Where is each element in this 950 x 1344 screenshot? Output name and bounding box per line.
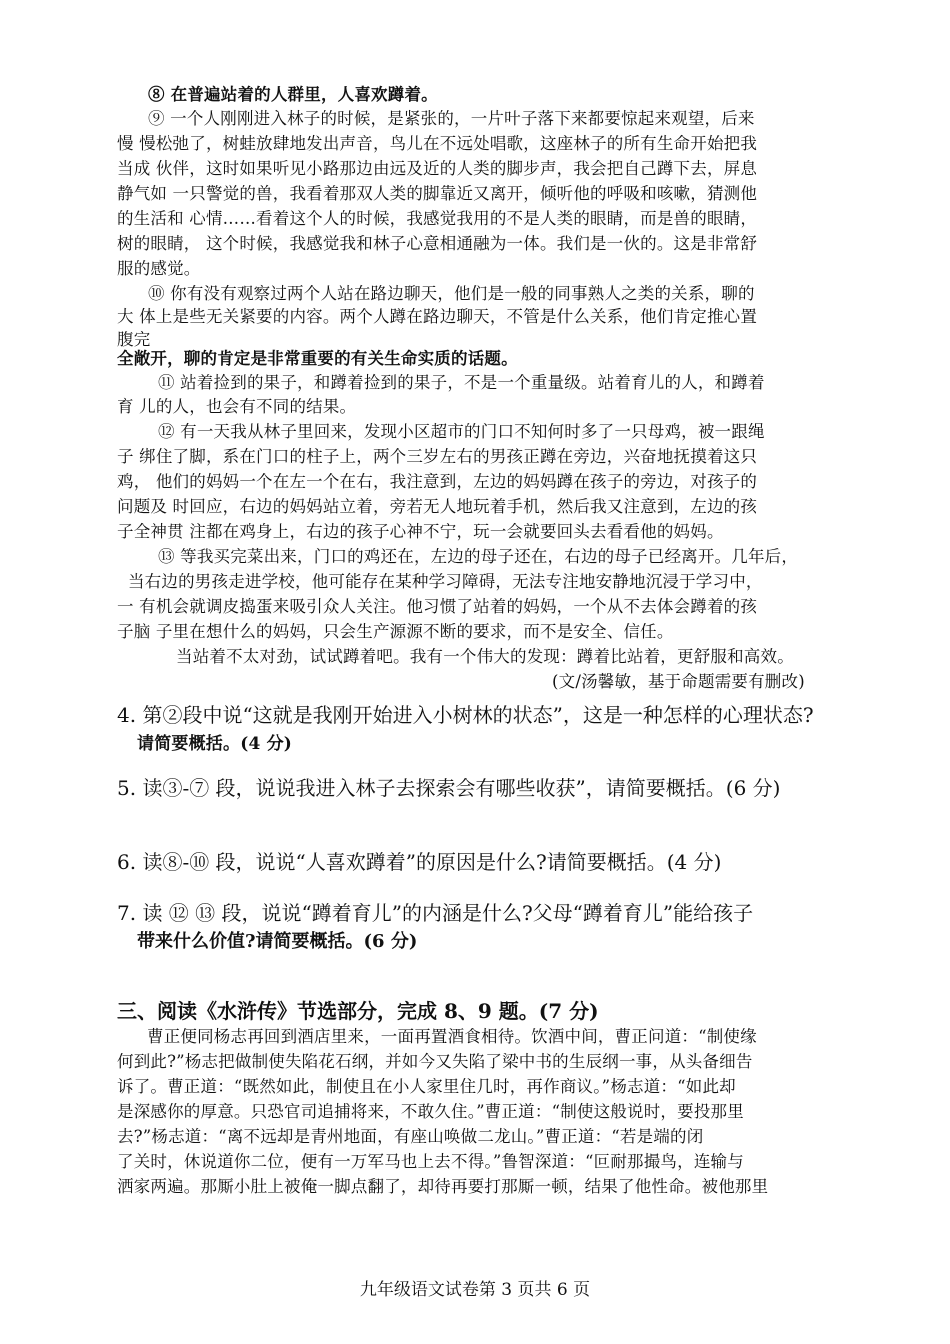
- page-footer: 九年级语文试卷第 3 页共 6 页: [359, 1280, 591, 1300]
- paragraph-9-line: ⑨ 一个人刚刚进入林子的时候，是紧张的，一片叶子落下来都要惊起来观望，后来: [148, 109, 755, 128]
- question-5: 5. 读③-⑦ 段，说说我进入林子去探索会有哪些收获”，请简要概括。(6 分): [117, 776, 781, 800]
- paragraph-12-line: 子全神贯 注都在鸡身上，右边的孩子心神不宁，玩一会就要回头去看看他的妈妈。: [117, 522, 724, 541]
- closing-paragraph: 当站着不太对劲，试试蹲着吧。我有一个伟大的发现：蹲着比站着，更舒服和高效。: [176, 647, 794, 666]
- paragraph-10-line: 全敞开，聊的肯定是非常重要的有关生命实质的话题。: [117, 349, 518, 368]
- paragraph-12-line: ⑫ 有一天我从林子里回来，发现小区超市的门口不知何时多了一只母鸡，被一跟绳: [158, 422, 765, 441]
- question-7: 7. 读 ⑫ ⑬ 段，说说“蹲着育儿”的内涵是什么?父母“蹲着育儿”能给孩子: [117, 901, 754, 925]
- section-3-line: 诉了。曹正道：“既然如此，制使且在小人家里住几时，再作商议。”杨志道：“如此却: [117, 1077, 736, 1096]
- paragraph-12-line: 鸡， 他们的妈妈一个在左一个在右，我注意到，左边的妈妈蹲在孩子的旁边，对孩子的: [117, 472, 758, 491]
- question-4-cont: 请简要概括。(4 分): [137, 734, 293, 754]
- paragraph-13-line: ⑬ 等我买完菜出来，门口的鸡还在，左边的母子还在，右边的母子已经离开。几年后，: [158, 547, 799, 566]
- paragraph-8: ⑧ 在普遍站着的人群里，人喜欢蹲着。: [148, 85, 438, 104]
- paragraph-11-line: 育 儿的人，也会有不同的结果。: [117, 397, 357, 416]
- paragraph-9-line: 静气如 一只警觉的兽，我看着那双人类的脚靠近又离开，倾听他的呼吸和咳嗽，猜测他: [117, 184, 758, 203]
- paragraph-10-line: 大 体上是些无关紧要的内容。两个人蹲在路边聊天，不管是什么关系，他们肯定推心置: [117, 307, 758, 326]
- section-3-line: 何到此?”杨志把做制使失陷花石纲，并如今又失陷了梁中书的生辰纲一事，从头备细告: [117, 1052, 753, 1071]
- source-note: (文/汤馨敏，基于命题需要有删改): [552, 672, 805, 691]
- section-3-line: 是深感你的厚意。只恐官司追捕将来，不敢久住。”曹正道：“制使这般说时，要投那里: [117, 1102, 744, 1121]
- paragraph-9-line: 慢 慢松弛了，树蛙放肆地发出声音，鸟儿在不远处唱歌，这座林子的所有生命开始把我: [117, 134, 758, 153]
- paragraph-13-line: 子脑 子里在想什么的妈妈，只会生产源源不断的要求，而不是安全、信任。: [117, 622, 674, 641]
- paragraph-10-line: 腹完: [117, 330, 151, 349]
- question-7-cont: 带来什么价值?请简要概括。(6 分): [137, 931, 418, 952]
- paragraph-9-line: 树的眼睛， 这个时候，我感觉我和林子心意相通融为一体。我们是一伙的。这是非常舒: [117, 234, 758, 253]
- paragraph-12-line: 问题及 时回应，右边的妈妈站立着，旁若无人地玩着手机，然后我又注意到，左边的孩: [117, 497, 758, 516]
- section-3-line: 洒家两遍。那厮小肚上被俺一脚点翻了，却待再要打那厮一顿，结果了他性命。被他那里: [117, 1177, 769, 1196]
- section-3-line: 曹正便同杨志再回到酒店里来，一面再置酒食相待。饮酒中间，曹正问道：“制使缘: [147, 1027, 757, 1046]
- section-3-heading: 三、阅读《水浒传》节选部分，完成 8、9 题。(7 分): [117, 999, 599, 1023]
- question-4: 4. 第②段中说“这就是我刚开始进入小树林的状态”，这是一种怎样的心理状态?: [117, 703, 814, 727]
- paragraph-12-line: 子 绑住了脚，系在门口的柱子上，两个三岁左右的男孩正蹲在旁边，兴奋地抚摸着这只: [117, 447, 758, 466]
- section-3-line: 了关时，休说道你二位，便有一万军马也上去不得。”鲁智深道：“叵耐那撮鸟，连输与: [117, 1152, 744, 1171]
- paragraph-11-line: ⑪ 站着捡到的果子，和蹲着捡到的果子，不是一个重量级。站着育儿的人，和蹲着: [158, 373, 765, 392]
- paragraph-13-line: 一 有机会就调皮捣蛋来吸引众人关注。他习惯了站着的妈妈，一个从不去体会蹲着的孩: [117, 597, 758, 616]
- paragraph-10-line: ⑩ 你有没有观察过两个人站在路边聊天，他们是一般的同事熟人之类的关系，聊的: [148, 284, 755, 303]
- paragraph-9-line: 服的感觉。: [117, 259, 201, 278]
- paragraph-9-line: 当成 伙伴，这时如果听见小路那边由远及近的人类的脚步声，我会把自己蹲下去，屏息: [117, 159, 758, 178]
- question-6: 6. 读⑧-⑩ 段，说说“人喜欢蹲着”的原因是什么?请简要概括。(4 分): [117, 850, 722, 874]
- section-3-line: 去?”杨志道：“离不远却是青州地面，有座山唤做二龙山。”曹正道：“若是端的闭: [117, 1127, 704, 1146]
- paragraph-13-line: 当右边的男孩走进学校，他可能存在某种学习障碍，无法专注地安静地沉浸于学习中，: [128, 572, 763, 591]
- paragraph-9-line: 的生活和 心情……看着这个人的时候，我感觉我用的不是人类的眼睛，而是兽的眼睛，: [117, 209, 758, 228]
